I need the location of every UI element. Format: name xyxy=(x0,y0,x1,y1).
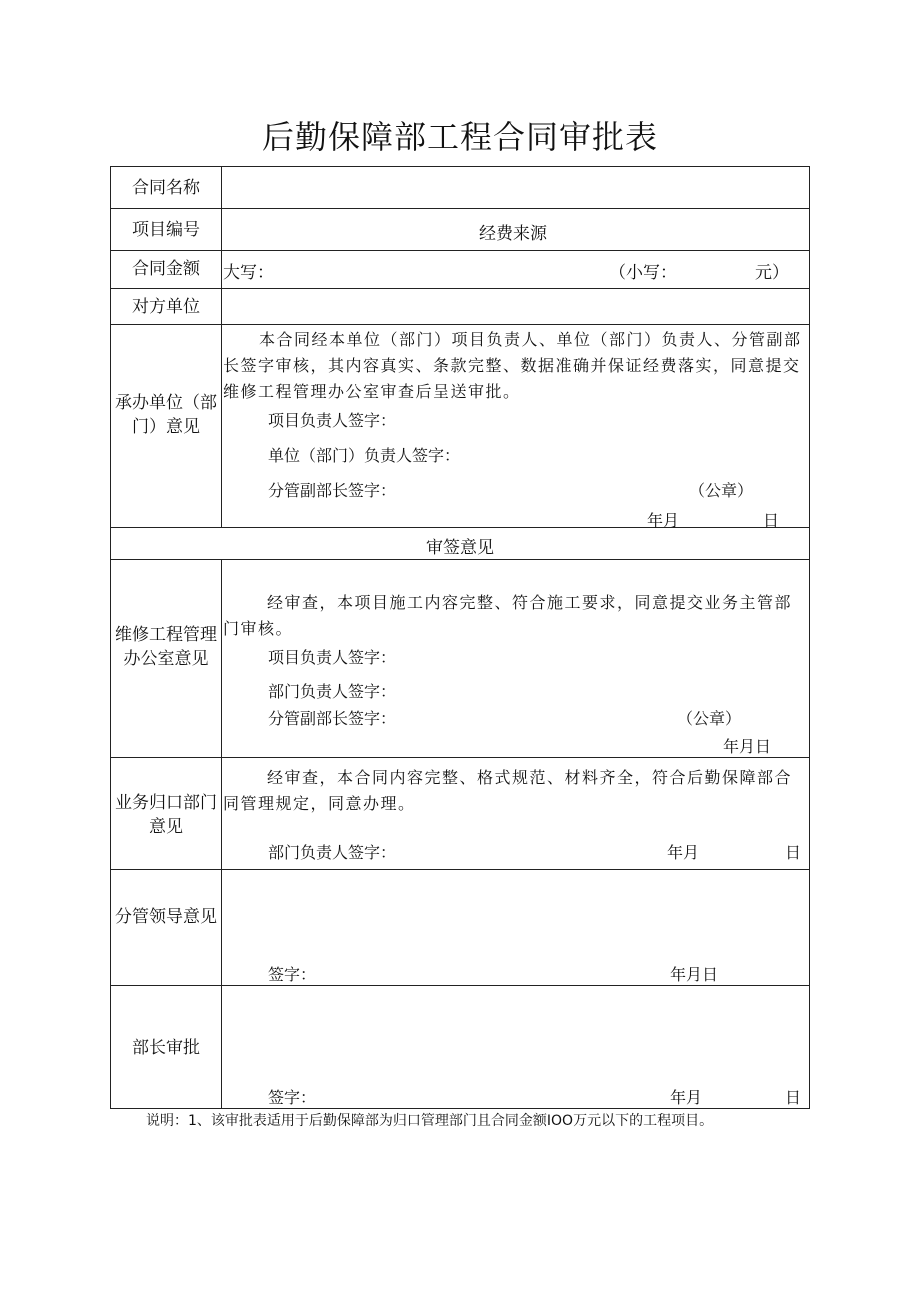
leader-sign: 签字： xyxy=(268,965,317,984)
column-divider xyxy=(221,167,222,527)
project-number-label: 项目编号 xyxy=(132,220,200,240)
business-dept-text: 经审查，本合同内容完整、格式规范、材料齐全，符合后勤保障部合同管理规定，同意办理。 xyxy=(223,768,793,813)
row-divider xyxy=(111,288,809,289)
row-divider xyxy=(111,208,809,209)
amount-unit-label: 元） xyxy=(755,263,789,283)
minister-date-d: 日 xyxy=(785,1088,802,1107)
undertaking-project-leader-sign: 项目负责人签字： xyxy=(268,411,397,430)
column-divider xyxy=(221,559,222,1108)
approval-form-table xyxy=(110,166,810,1109)
business-dept-date-ym: 年月 xyxy=(667,843,700,862)
leader-date: 年月日 xyxy=(670,965,719,984)
undertaking-date-ym: 年月 xyxy=(647,511,680,530)
minister-date-ym: 年月 xyxy=(670,1088,703,1107)
row-divider xyxy=(111,985,809,986)
undertaking-seal: （公章） xyxy=(689,481,754,500)
maintenance-seal: （公章） xyxy=(677,709,742,728)
contract-name-label: 合同名称 xyxy=(132,178,200,198)
undertaking-unit-leader-sign: 单位（部门）负责人签字： xyxy=(268,446,461,465)
minister-approval-label: 部长审批 xyxy=(132,1038,200,1058)
form-title: 后勤保障部工程合同审批表 xyxy=(261,118,658,156)
maintenance-project-leader-sign: 项目负责人签字： xyxy=(268,648,397,667)
funding-source-label: 经费来源 xyxy=(479,224,547,244)
maintenance-dept-leader-sign: 部门负责人签字： xyxy=(268,682,397,701)
row-divider xyxy=(111,757,809,758)
row-divider xyxy=(111,869,809,870)
business-dept-label: 业务归口部门意见 xyxy=(115,793,217,837)
undertaking-unit-text: 本合同经本单位（部门）项目负责人、单位（部门）负责人、分管副部长签字审核，其内容真实、条款完整、数据准确并保证经费落实，同意提交维修工程管理办公室审查后呈送审批。 xyxy=(223,330,802,401)
amount-uppercase-label: 大写： xyxy=(223,263,274,283)
maintenance-office-label: 维修工程管理办公室意见 xyxy=(115,625,217,669)
business-dept-date-d: 日 xyxy=(785,843,802,862)
maintenance-vice-minister-sign: 分管副部长签字： xyxy=(268,709,397,728)
business-dept-leader-sign: 部门负责人签字： xyxy=(268,843,397,862)
minister-sign: 签字： xyxy=(268,1088,317,1107)
review-opinion-header: 审签意见 xyxy=(426,538,494,558)
footnote: 说明：1、该审批表适用于后勤保障部为归口管理部门且合同金额IOO万元以下的工程项目。 xyxy=(146,1113,714,1129)
row-divider xyxy=(111,324,809,325)
amount-lowercase-label: （小写： xyxy=(609,263,677,283)
undertaking-vice-minister-sign: 分管副部长签字： xyxy=(268,481,397,500)
row-divider xyxy=(111,559,809,560)
maintenance-date: 年月日 xyxy=(723,737,772,756)
counterparty-label: 对方单位 xyxy=(132,297,200,317)
undertaking-unit-label: 承办单位（部门）意见 xyxy=(115,393,217,437)
maintenance-office-text: 经审查，本项目施工内容完整、符合施工要求，同意提交业务主管部门审核。 xyxy=(223,593,793,638)
undertaking-date-d: 日 xyxy=(763,511,780,530)
contract-amount-label: 合同金额 xyxy=(132,259,200,279)
row-divider xyxy=(111,250,809,251)
row-divider xyxy=(111,527,809,528)
leader-opinion-label: 分管领导意见 xyxy=(115,907,217,927)
